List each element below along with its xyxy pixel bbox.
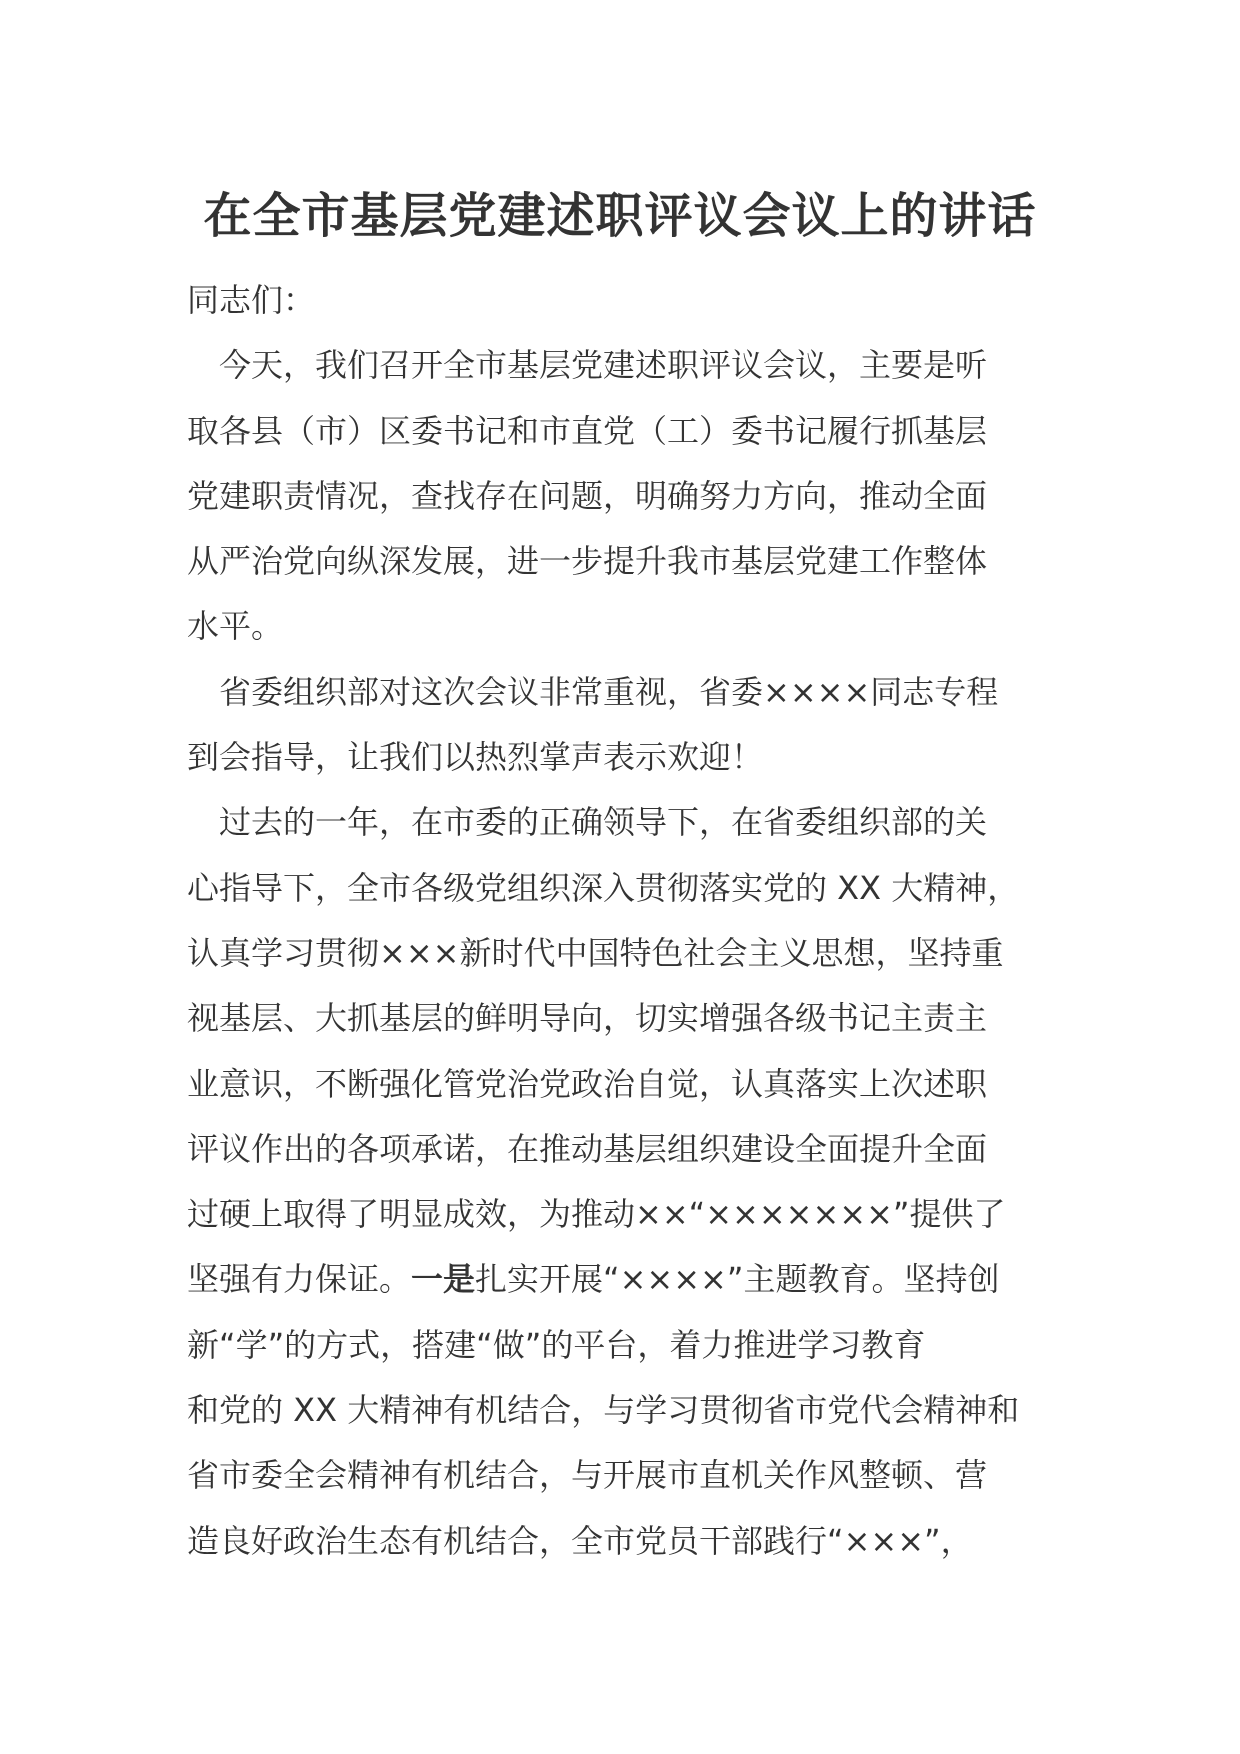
paragraph-line: 和党的 XX 大精神有机结合，与学习贯彻省市党代会精神和 (187, 1391, 1020, 1430)
emphasis-bold: 一是 (411, 1260, 476, 1299)
paragraph-line: 到会指导，让我们以热烈掌声表示欢迎！ (187, 738, 764, 777)
paragraph-line: 造良好政治生态有机结合，全市党员干部践行“×××”， (187, 1521, 973, 1560)
paragraph-1 (187, 333, 1067, 659)
document-body (187, 268, 1067, 1574)
paragraph-line: 业意识，不断强化管党治党政治自觉，认真落实上次述职 (187, 1064, 988, 1103)
salutation: 同志们： (187, 281, 316, 319)
paragraph-line: 省委组织部对这次会议非常重视，省委××××同志专程 (219, 672, 999, 711)
paragraph-line: 水平。 (187, 607, 284, 646)
paragraph-line: 过去的一年，在市委的正确领导下，在省委组织部的关 (219, 803, 988, 842)
paragraph-line: 认真学习贯彻×××新时代中国特色社会主义思想，坚持重 (187, 933, 1004, 972)
paragraph-line: 心指导下，全市各级党组织深入贯彻落实党的 XX 大精神， (187, 868, 1020, 907)
paragraph-line: 过硬上取得了明显成效，为推动××“×××××××”提供了 (187, 1195, 1006, 1234)
paragraph-line: 从严治党向纵深发展，进一步提升我市基层党建工作整体 (187, 542, 988, 581)
paragraph-2 (187, 660, 1067, 791)
paragraph-line: 新“学”的方式，搭建“做”的平台，着力推进学习教育 (187, 1325, 926, 1364)
emphasis-before: 坚强有力保证。 (187, 1260, 412, 1299)
paragraph-line-emphasis (187, 1247, 1067, 1312)
paragraph-line: 省市委全会精神有机结合，与开展市直机关作风整顿、营 (187, 1456, 988, 1495)
paragraph-3 (187, 790, 1067, 1574)
paragraph-line: 视基层、大抓基层的鲜明导向，切实增强各级书记主责主 (187, 999, 988, 1038)
paragraph-line: 取各县（市）区委书记和市直党（工）委书记履行抓基层 (187, 411, 988, 450)
paragraph-line: 党建职责情况，查找存在问题，明确努力方向，推动全面 (187, 476, 988, 515)
emphasis-after: 扎实开展“××××”主题教育。坚持创 (475, 1260, 1000, 1299)
paragraph-line: 今天，我们召开全市基层党建述职评议会议，主要是听 (219, 346, 988, 385)
paragraph-line: 评议作出的各项承诺，在推动基层组织建设全面提升全面 (187, 1129, 988, 1168)
document-title: 在全市基层党建述职评议会议上的讲话 (203, 188, 1037, 244)
